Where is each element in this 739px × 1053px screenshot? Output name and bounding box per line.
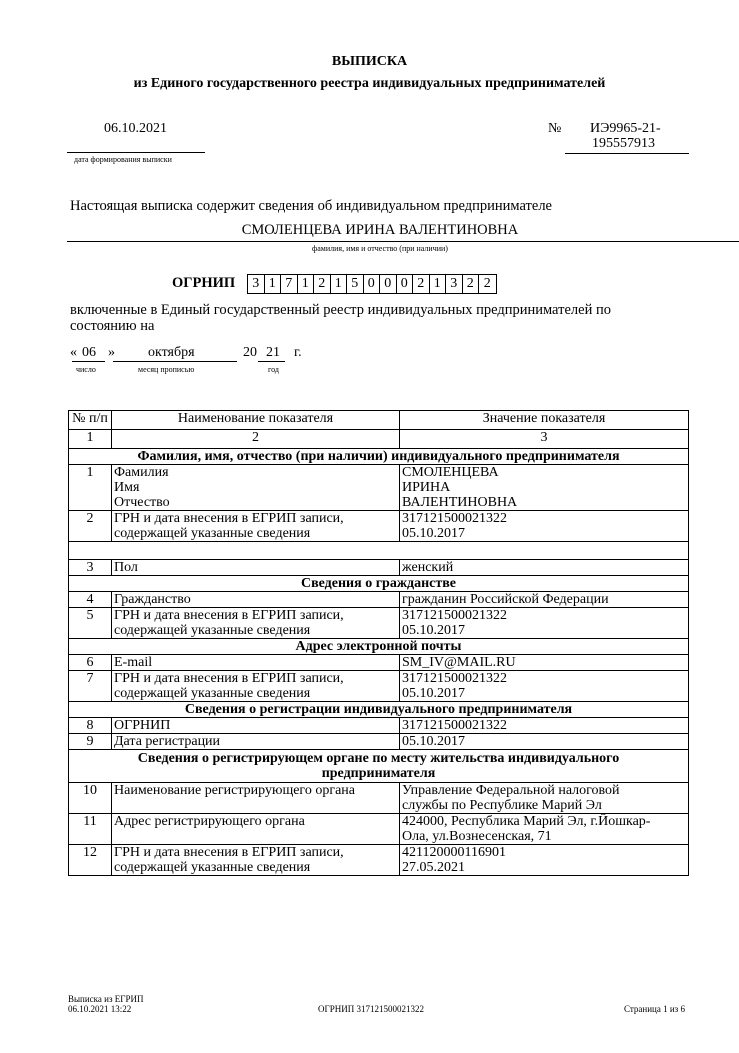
date-open-quote: « bbox=[70, 345, 77, 360]
row-number: 6 bbox=[69, 655, 112, 671]
row-name-line: содержащей указанные сведения bbox=[114, 860, 311, 875]
section-row bbox=[69, 449, 689, 465]
row-name-line: содержащей указанные сведения bbox=[114, 686, 311, 701]
ogrnip-digit: 1 bbox=[430, 275, 447, 293]
row-value bbox=[400, 845, 689, 876]
table-row bbox=[69, 511, 689, 542]
section-row bbox=[69, 639, 689, 655]
formation-date-caption: дата формирования выписки bbox=[74, 155, 172, 164]
row-name-line: ГРН и дата внесения в ЕГРИП записи, bbox=[114, 845, 344, 860]
included-text: включенные в Единый государственный реестр индивидуальных предпринимателей по состоянию на bbox=[70, 302, 611, 334]
header-indicator-value: Значение показателя bbox=[400, 411, 689, 430]
extract-number-line1: ИЭ9965-21- bbox=[590, 121, 661, 136]
table-row bbox=[69, 783, 689, 814]
row-value-line: ВАЛЕНТИНОВНА bbox=[402, 495, 518, 510]
year-underline bbox=[258, 361, 285, 362]
row-value bbox=[400, 465, 689, 511]
row-name bbox=[112, 608, 400, 639]
row-number: 11 bbox=[69, 814, 112, 845]
month-underline bbox=[113, 361, 237, 362]
row-number: 12 bbox=[69, 845, 112, 876]
footer-doc-datetime: 06.10.2021 13:22 bbox=[68, 1004, 132, 1014]
extract-table bbox=[68, 410, 689, 876]
column-numbers-row bbox=[69, 430, 689, 449]
row-name-line: содержащей указанные сведения bbox=[114, 526, 311, 541]
row-name: Гражданство bbox=[112, 592, 400, 608]
row-name-line: ГРН и дата внесения в ЕГРИП записи, bbox=[114, 608, 344, 623]
row-name-line: содержащей указанные сведения bbox=[114, 623, 311, 638]
number-sign: № bbox=[548, 121, 562, 136]
row-value-line: 421120000116901 bbox=[402, 845, 506, 860]
ogrnip-digit: 1 bbox=[298, 275, 315, 293]
state-day: 06 bbox=[82, 345, 96, 360]
column-number: 1 bbox=[69, 430, 112, 449]
table-row bbox=[69, 465, 689, 511]
row-value-line: 27.05.2021 bbox=[402, 860, 465, 875]
ogrnip-digit: 0 bbox=[397, 275, 414, 293]
row-value-line: службы по Республике Марий Эл bbox=[402, 798, 602, 813]
row-value bbox=[400, 671, 689, 702]
row-value-line: 317121500021322 bbox=[402, 511, 507, 526]
table-row bbox=[69, 671, 689, 702]
row-value-line: 424000, Республика Марий Эл, г.Йошкар- bbox=[402, 814, 651, 829]
ogrnip-digit: 2 bbox=[463, 275, 480, 293]
row-value bbox=[400, 608, 689, 639]
section-title: Сведения о гражданстве bbox=[69, 576, 689, 592]
row-number: 5 bbox=[69, 608, 112, 639]
row-value-line: ИРИНА bbox=[402, 480, 451, 495]
date-close-quote: » bbox=[108, 345, 115, 360]
ogrnip-label: ОГРНИП bbox=[172, 275, 236, 291]
row-value-line: 05.10.2017 bbox=[402, 686, 465, 701]
row-value: 317121500021322 bbox=[400, 718, 689, 734]
section-title: Сведения о регистрации индивидуального предпринимателя bbox=[69, 702, 689, 718]
document-subtitle: из Единого государственного реестра индивидуальных предпринимателей bbox=[133, 76, 606, 91]
formation-date-underline bbox=[67, 152, 205, 153]
row-name-line: ГРН и дата внесения в ЕГРИП записи, bbox=[114, 511, 344, 526]
row-value-line: 317121500021322 bbox=[402, 671, 507, 686]
row-name-line: Отчество bbox=[114, 495, 170, 510]
ogrnip-digit: 7 bbox=[281, 275, 298, 293]
state-century: 20 bbox=[243, 345, 257, 360]
column-number: 2 bbox=[112, 430, 400, 449]
section-title: Фамилия, имя, отчество (при наличии) индивидуального предпринимателя bbox=[69, 449, 689, 465]
footer-page-number: Страница 1 из 6 bbox=[624, 1004, 685, 1014]
ogrnip-digit: 3 bbox=[248, 275, 265, 293]
row-name bbox=[112, 671, 400, 702]
row-name bbox=[112, 845, 400, 876]
row-number: 1 bbox=[69, 465, 112, 511]
state-year: 21 bbox=[266, 345, 280, 360]
ogrnip-digit: 0 bbox=[380, 275, 397, 293]
table-row bbox=[69, 560, 689, 576]
row-value-line: СМОЛЕНЦЕВА bbox=[402, 465, 499, 480]
row-name bbox=[112, 511, 400, 542]
row-name bbox=[112, 465, 400, 511]
intro-text: Настоящая выписка содержит сведения об индивидуальном предпринимателе bbox=[70, 198, 552, 214]
ogrnip-digit: 2 bbox=[483, 276, 491, 291]
row-value: гражданин Российской Федерации bbox=[400, 592, 689, 608]
month-caption: месяц прописью bbox=[138, 365, 195, 374]
entrepreneur-full-name: СМОЛЕНЦЕВА ИРИНА ВАЛЕНТИНОВНА bbox=[241, 222, 519, 238]
row-value: женский bbox=[400, 560, 689, 576]
row-value: SM_IV@MAIL.RU bbox=[400, 655, 689, 671]
row-value-line: Ола, ул.Вознесенская, 71 bbox=[402, 829, 552, 844]
state-month: октября bbox=[148, 345, 195, 360]
row-number: 2 bbox=[69, 511, 112, 542]
row-value bbox=[400, 783, 689, 814]
day-underline bbox=[72, 361, 105, 362]
ogrnip-digit: 2 bbox=[314, 275, 331, 293]
document-title: ВЫПИСКА bbox=[331, 54, 408, 69]
empty-row bbox=[69, 542, 689, 560]
year-caption: год bbox=[268, 365, 279, 374]
ogrnip-digit: 0 bbox=[364, 275, 381, 293]
header-number: № п/п bbox=[69, 411, 112, 430]
row-name-line: Имя bbox=[114, 480, 140, 495]
year-suffix: г. bbox=[294, 345, 302, 360]
table-row bbox=[69, 592, 689, 608]
full-name-underline bbox=[67, 241, 739, 242]
row-name: Пол bbox=[112, 560, 400, 576]
footer-doc-name: Выписка из ЕГРИП bbox=[68, 994, 144, 1004]
row-number: 9 bbox=[69, 734, 112, 750]
row-number: 3 bbox=[69, 560, 112, 576]
row-name-line: Фамилия bbox=[114, 465, 169, 480]
row-name-line: ГРН и дата внесения в ЕГРИП записи, bbox=[114, 671, 344, 686]
row-value-line: 05.10.2017 bbox=[402, 526, 465, 541]
section-title: Сведения о регистрирующем органе по месту жительства индивидуального предпринимателя bbox=[69, 750, 689, 783]
ogrnip-digit-boxes bbox=[247, 274, 497, 294]
extract-number-underline bbox=[565, 153, 689, 154]
row-value-line: Управление Федеральной налоговой bbox=[402, 783, 620, 798]
row-value bbox=[400, 814, 689, 845]
column-number: 3 bbox=[400, 430, 689, 449]
table-row bbox=[69, 845, 689, 876]
section-row bbox=[69, 702, 689, 718]
row-number: 10 bbox=[69, 783, 112, 814]
formation-date: 06.10.2021 bbox=[104, 121, 167, 136]
table-row bbox=[69, 814, 689, 845]
footer-doc-info bbox=[68, 994, 144, 1014]
section-title: Адрес электронной почты bbox=[69, 639, 689, 655]
table-header-row bbox=[69, 411, 689, 430]
row-value-line: 317121500021322 bbox=[402, 608, 507, 623]
ogrnip-digit: 5 bbox=[347, 275, 364, 293]
row-number: 7 bbox=[69, 671, 112, 702]
empty-cell bbox=[69, 542, 689, 560]
row-value bbox=[400, 511, 689, 542]
table-row bbox=[69, 734, 689, 750]
row-name: Дата регистрации bbox=[112, 734, 400, 750]
ogrnip-digit: 2 bbox=[413, 275, 430, 293]
ogrnip-digit: 3 bbox=[446, 275, 463, 293]
header-indicator-name: Наименование показателя bbox=[112, 411, 400, 430]
row-name: E-mail bbox=[112, 655, 400, 671]
section-row bbox=[69, 750, 689, 783]
row-name: Наименование регистрирующего органа bbox=[112, 783, 400, 814]
row-value-line: 05.10.2017 bbox=[402, 623, 465, 638]
footer-ogrnip: ОГРНИП 317121500021322 bbox=[318, 1004, 424, 1014]
row-name: Адрес регистрирующего органа bbox=[112, 814, 400, 845]
extract-number-line2: 195557913 bbox=[592, 136, 655, 151]
row-number: 8 bbox=[69, 718, 112, 734]
ogrnip-digit: 1 bbox=[331, 275, 348, 293]
table-row bbox=[69, 608, 689, 639]
row-value: 05.10.2017 bbox=[400, 734, 689, 750]
table-row bbox=[69, 655, 689, 671]
row-name: ОГРНИП bbox=[112, 718, 400, 734]
full-name-caption: фамилия, имя и отчество (при наличии) bbox=[312, 244, 448, 253]
section-row bbox=[69, 576, 689, 592]
day-caption: число bbox=[76, 365, 96, 374]
row-number: 4 bbox=[69, 592, 112, 608]
table-row bbox=[69, 718, 689, 734]
ogrnip-digit: 1 bbox=[265, 275, 282, 293]
